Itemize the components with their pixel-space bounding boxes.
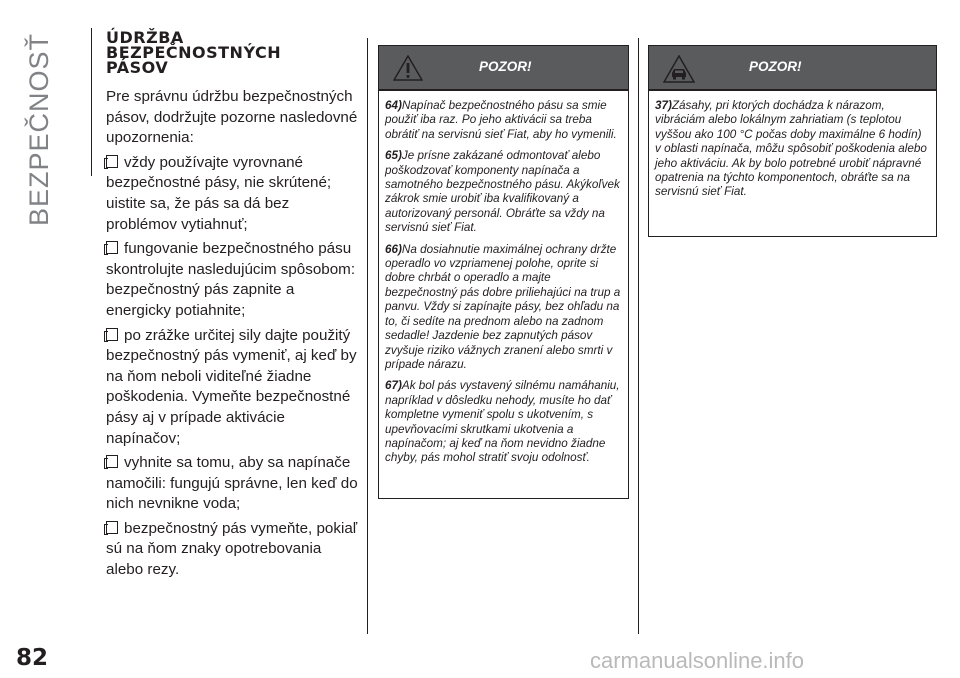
note-text: Zásahy, pri ktorých dochádza k nárazom, vibráciám alebo lokálnym zahriatiam (s teplotou vyššou ako 100 °C počas doby maximálne 6 hodín) v oblasti napínača, môžu spôsobiť poškodenia alebo jeho aktiváciu. Ak by bolo potrebné urobiť nápravné opatrenia na týchto komponentoch, obráťte sa na servisnú sieť Fiat. xyxy=(655,99,927,199)
warning-note xyxy=(385,379,622,465)
page-heading xyxy=(106,30,358,75)
warning-title: POZOR! xyxy=(749,59,802,74)
note-text: Na dosiahnutie maximálnej ochrany držte operadlo vo vzpriamenej polohe, oprite si dobre chrbát o operadlo a majte bezpečnostný pás dobre priliehajúci na trup a panvu. Vždy si zapínajte pásy, bez ohľadu na to, či sedíte na prednom alebo na zadnom sedadle! Jazdenie bez zapnutých pásov zvyšuje riziko vážnych zranení alebo smrti v prípade nárazu. xyxy=(385,242,621,371)
warning-body xyxy=(379,91,628,466)
list-item xyxy=(106,453,358,515)
warning-triangle-icon xyxy=(393,55,423,81)
list-item xyxy=(106,239,358,321)
warning-box xyxy=(648,45,937,237)
warning-note xyxy=(385,243,622,373)
list-item-text: fungovanie bezpečnostného pásu skontrolujte nasledujúcim spôsobom: bezpečnostný pás zapnite a energicky potiahnite; xyxy=(106,240,356,319)
section-title xyxy=(8,24,72,234)
list-item xyxy=(106,153,358,235)
list-item-text: vyhnite sa tomu, aby sa napínače namočili: fungujú správne, len keď do nich nevnikne voda; xyxy=(106,454,358,513)
intro-paragraph: Pre správnu údržbu bezpečnostných pásov, dodržujte pozorne nasledovné upozornenia: xyxy=(106,88,358,147)
heading-line: PÁSOV xyxy=(106,58,169,77)
list-item-text: vždy používajte vyrovnané bezpečnostné pásy, nie skrútené; uistite sa, že pás sa dá bez problémov vytiahnuť; xyxy=(106,153,332,233)
column-rule xyxy=(638,38,639,634)
column-rule xyxy=(367,38,368,634)
warning-note xyxy=(655,99,930,200)
note-number: 66) xyxy=(385,242,402,256)
list-item-text: bezpečnostný pás vymeňte, pokiaľ sú na ňom znaky opotrebovania alebo rezy. xyxy=(106,519,358,579)
bullet-icon xyxy=(106,521,118,534)
watermark: carmanualsonline.info xyxy=(590,648,805,673)
bullet-icon xyxy=(106,455,118,468)
main-column xyxy=(106,30,358,581)
warning-note xyxy=(385,149,622,235)
warning-note xyxy=(385,99,622,142)
warning-title: POZOR! xyxy=(479,59,532,74)
section-divider xyxy=(91,28,92,176)
note-text: Napínač bezpečnostného pásu sa smie použiť iba raz. Po jeho aktivácii sa treba obrátiť na servisnú sieť Fiat, aby ho vymenili. xyxy=(385,99,617,141)
note-number: 65) xyxy=(385,149,402,163)
section-title-text: BEZPEČNOSŤ xyxy=(24,32,55,226)
warning-box xyxy=(378,45,629,499)
car-warning-icon xyxy=(663,55,695,83)
bullet-icon xyxy=(106,155,118,168)
warning-header xyxy=(379,46,628,91)
page-number: 82 xyxy=(16,645,49,671)
heading-line: BEZPEČNOSTNÝCH xyxy=(106,43,282,62)
note-number: 64) xyxy=(385,99,402,112)
warning-body xyxy=(649,91,936,200)
bullet-icon xyxy=(106,241,118,254)
note-number: 67) xyxy=(385,379,402,393)
heading-line: ÚDRŽBA xyxy=(106,28,184,47)
note-number: 37) xyxy=(655,99,672,112)
list-item xyxy=(106,519,358,581)
note-text: Ak bol pás vystavený silnému namáhaniu, napríklad v dôsledku nehody, musíte ho dať kompletne vymeniť spolu s ukotvením, s upevňovacími skrutkami ukotvenia a napínačom; aj keď na ňom nevidno žiadne chyby, pás mohol stratiť svoju odolnosť. xyxy=(385,379,620,465)
note-text: Je prísne zakázané odmontovať alebo poškodzovať komponenty napínača a samotného bezpečnostného pásu. Akýkoľvek zákrok smie urobiť iba kvalifikovaný a autorizovaný personál. Obráťte sa vždy na servisnú sieť Fiat. xyxy=(385,149,620,235)
bullet-icon xyxy=(106,328,118,341)
list-item xyxy=(106,326,358,450)
list-item-text: po zrážke určitej sily dajte použitý bezpečnostný pás vymeniť, aj keď by na ňom neboli viditeľné žiadne poškodenia. Vymeňte bezpečnostné pásy aj v prípade aktivácie napínačov; xyxy=(106,326,357,447)
warning-header xyxy=(649,46,936,91)
